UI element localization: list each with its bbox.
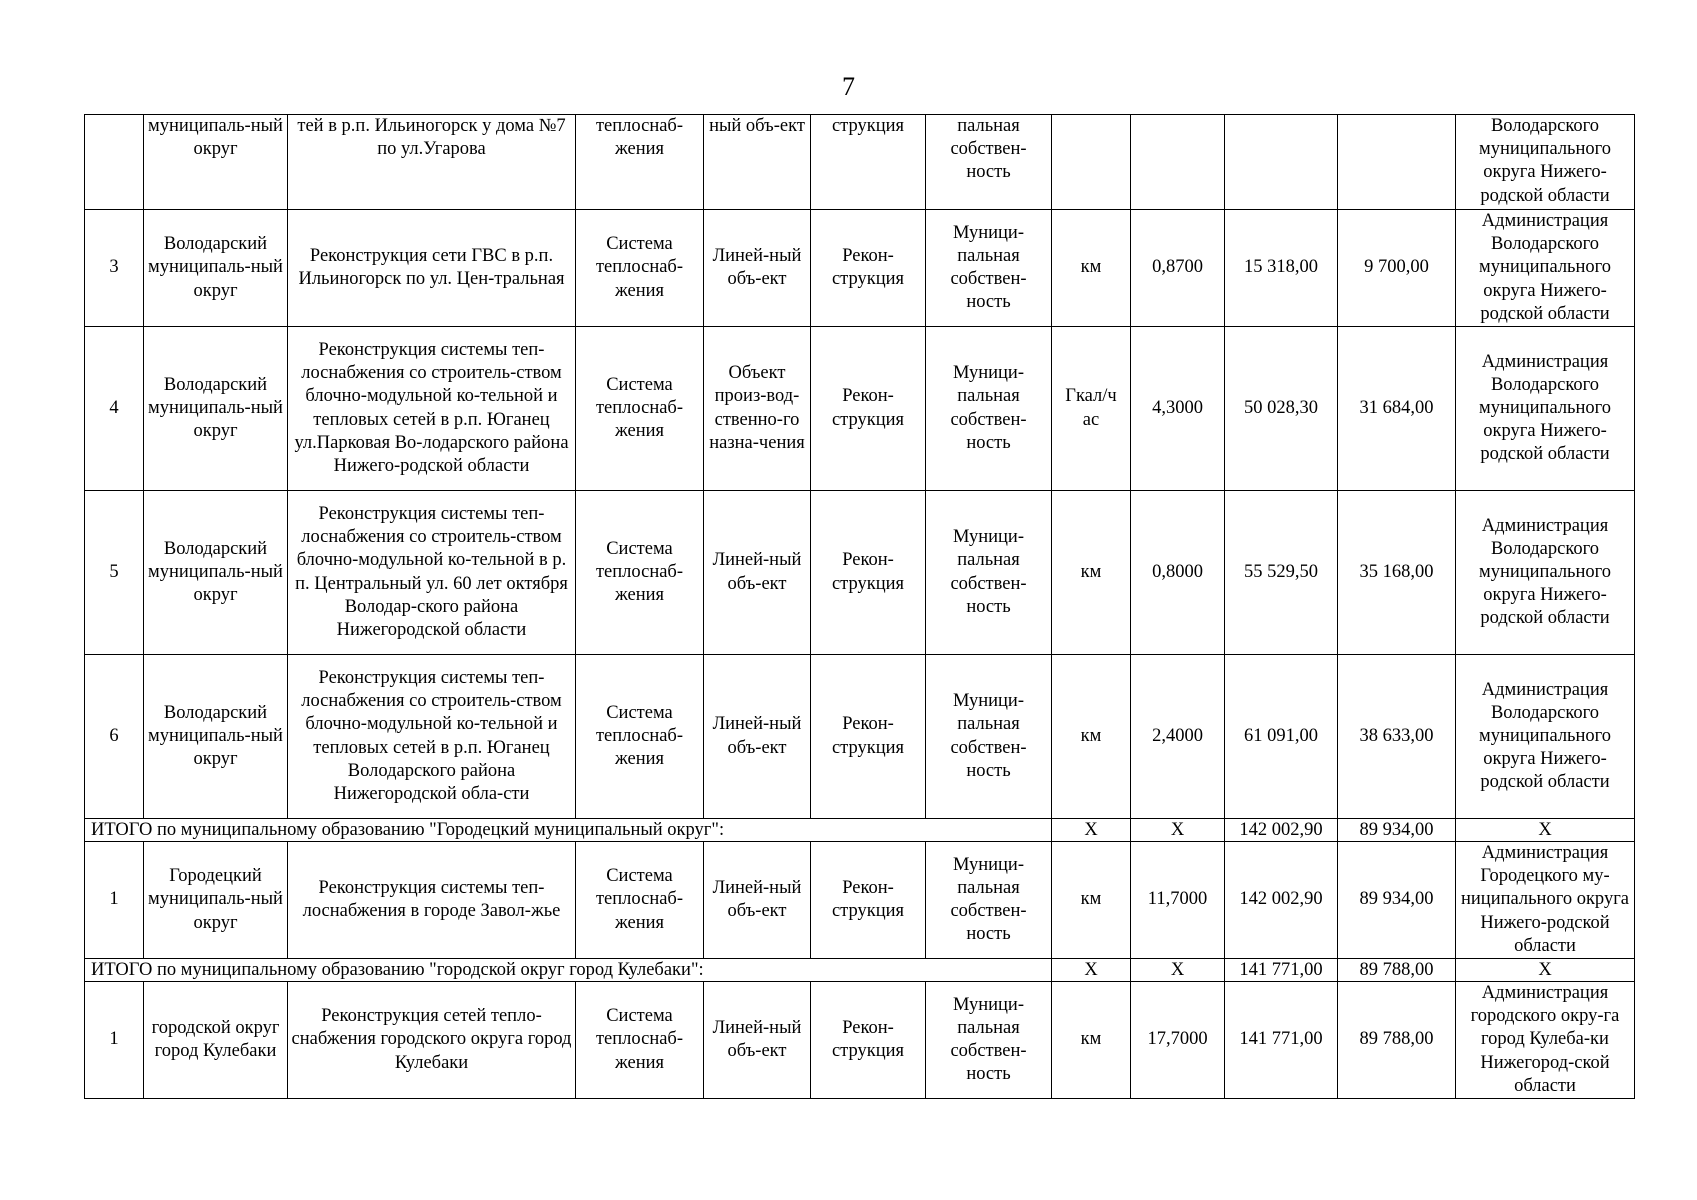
table-row (85, 327, 1635, 491)
work-type-cell: Рекон-струкция (811, 842, 926, 959)
work-type-cell: Рекон-струкция (811, 491, 926, 655)
customer-cell: X (1456, 819, 1635, 842)
total-label: ИТОГО по муниципальному образованию "городской округ город Кулебаки": (85, 959, 1052, 982)
capacity-cell: X (1131, 959, 1225, 982)
object-name-cell: Реконструкция сетей тепло-снабжения городского округа город Кулебаки (288, 982, 576, 1099)
customer-cell: Администрация Володарского муниципального округа Нижего-родской области (1456, 327, 1635, 491)
row-number-cell: 5 (85, 491, 144, 655)
total-row (85, 819, 1635, 842)
table-row (85, 491, 1635, 655)
cost-subsidy-cell: 38 633,00 (1338, 655, 1456, 819)
cost-subsidy-cell: 89 934,00 (1338, 842, 1456, 959)
row-number-cell: 1 (85, 982, 144, 1099)
system-cell: Система теплоснаб-жения (576, 842, 704, 959)
table-row (85, 982, 1635, 1099)
cost-total-cell: 142 002,90 (1225, 842, 1338, 959)
customer-cell: X (1456, 959, 1635, 982)
row-number-cell: 1 (85, 842, 144, 959)
cost-subsidy-cell: 31 684,00 (1338, 327, 1456, 491)
table-row (85, 210, 1635, 327)
object-type-cell: Линей-ный объ-ект (704, 210, 811, 327)
cost-total-cell: 15 318,00 (1225, 210, 1338, 327)
municipality-cell: муниципаль-ный округ (144, 115, 288, 210)
total-label: ИТОГО по муниципальному образованию "Городецкий муниципальный округ": (85, 819, 1052, 842)
object-type-cell: Линей-ный объ-ект (704, 655, 811, 819)
unit-cell: км (1052, 491, 1131, 655)
municipality-cell: Городецкий муниципаль-ный округ (144, 842, 288, 959)
capacity-cell: 11,7000 (1131, 842, 1225, 959)
unit-cell: км (1052, 210, 1131, 327)
ownership-cell: Муници-пальная собствен-ность (926, 491, 1052, 655)
cost-subsidy-cell: 89 934,00 (1338, 819, 1456, 842)
object-name-cell: Реконструкция системы теп-лоснабжения со строитель-ством блочно-модульной ко-тельной в р. п. Центральный ул. 60 лет октября Володар-ского района Нижегородской области (288, 491, 576, 655)
row-number-cell: 3 (85, 210, 144, 327)
capacity-cell: 2,4000 (1131, 655, 1225, 819)
object-name-cell: тей в р.п. Ильиногорск у дома №7 по ул.Угарова (288, 115, 576, 210)
customer-cell: Администрация Володарского муниципального округа Нижего-родской области (1456, 491, 1635, 655)
cost-total-cell: 142 002,90 (1225, 819, 1338, 842)
cost-total-cell: 61 091,00 (1225, 655, 1338, 819)
ownership-cell: Муници-пальная собствен-ность (926, 210, 1052, 327)
capacity-cell: 4,3000 (1131, 327, 1225, 491)
unit-cell: X (1052, 959, 1131, 982)
cost-total-cell: 141 771,00 (1225, 982, 1338, 1099)
system-cell: Система теплоснаб-жения (576, 491, 704, 655)
ownership-cell: Муници-пальная собствен-ность (926, 842, 1052, 959)
ownership-cell: Муници-пальная собствен-ность (926, 327, 1052, 491)
municipality-cell: городской округ город Кулебаки (144, 982, 288, 1099)
ownership-cell: Муници-пальная собствен-ность (926, 982, 1052, 1099)
unit-cell: км (1052, 842, 1131, 959)
object-type-cell: Линей-ный объ-ект (704, 982, 811, 1099)
cost-total-cell: 55 529,50 (1225, 491, 1338, 655)
cost-total-cell: 50 028,30 (1225, 327, 1338, 491)
customer-cell: Администрация Володарского муниципального округа Нижего-родской области (1456, 655, 1635, 819)
work-type-cell: Рекон-струкция (811, 982, 926, 1099)
system-cell: Система теплоснаб-жения (576, 210, 704, 327)
object-name-cell: Реконструкция системы теп-лоснабжения со строитель-ством блочно-модульной ко-тельной и тепловых сетей в р.п. Юганец ул.Парковая Во-лодарского района Нижего-родской области (288, 327, 576, 491)
work-type-cell: Рекон-струкция (811, 210, 926, 327)
row-number-cell: 4 (85, 327, 144, 491)
object-type-cell: Линей-ный объ-ект (704, 491, 811, 655)
row-number-cell (85, 115, 144, 210)
object-type-cell: Объект произ-вод-ственно-го назна-чения (704, 327, 811, 491)
table-row (85, 115, 1635, 210)
objects-table (84, 114, 1635, 1099)
system-cell: Система теплоснаб-жения (576, 982, 704, 1099)
object-type-cell: Линей-ный объ-ект (704, 842, 811, 959)
cost-total-cell (1225, 115, 1338, 210)
ownership-cell: пальная собствен-ность (926, 115, 1052, 210)
unit-cell: X (1052, 819, 1131, 842)
row-number-cell: 6 (85, 655, 144, 819)
object-name-cell: Реконструкция системы теп-лоснабжения со строитель-ством блочно-модульной ко-тельной и тепловых сетей в р.п. Юганец Володарского района Нижегородской обла-сти (288, 655, 576, 819)
cost-subsidy-cell (1338, 115, 1456, 210)
system-cell: Система теплоснаб-жения (576, 655, 704, 819)
municipality-cell: Володарский муниципаль-ный округ (144, 491, 288, 655)
cost-subsidy-cell: 89 788,00 (1338, 982, 1456, 1099)
cost-subsidy-cell: 89 788,00 (1338, 959, 1456, 982)
capacity-cell: X (1131, 819, 1225, 842)
ownership-cell: Муници-пальная собствен-ность (926, 655, 1052, 819)
municipality-cell: Володарский муниципаль-ный округ (144, 655, 288, 819)
unit-cell: км (1052, 982, 1131, 1099)
cost-subsidy-cell: 9 700,00 (1338, 210, 1456, 327)
unit-cell (1052, 115, 1131, 210)
page-number: 7 (842, 72, 855, 101)
capacity-cell (1131, 115, 1225, 210)
cost-total-cell: 141 771,00 (1225, 959, 1338, 982)
customer-cell: Администрация городского окру-га город Кулеба-ки Нижегород-ской области (1456, 982, 1635, 1099)
object-name-cell: Реконструкция системы теп-лоснабжения в городе Завол-жье (288, 842, 576, 959)
work-type-cell: струкция (811, 115, 926, 210)
system-cell: теплоснаб-жения (576, 115, 704, 210)
municipality-cell: Володарский муниципаль-ный округ (144, 210, 288, 327)
customer-cell: Администрация Володарского муниципального округа Нижего-родской области (1456, 210, 1635, 327)
object-type-cell: ный объ-ект (704, 115, 811, 210)
capacity-cell: 0,8000 (1131, 491, 1225, 655)
unit-cell: км (1052, 655, 1131, 819)
work-type-cell: Рекон-струкция (811, 327, 926, 491)
cost-subsidy-cell: 35 168,00 (1338, 491, 1456, 655)
capacity-cell: 0,8700 (1131, 210, 1225, 327)
work-type-cell: Рекон-струкция (811, 655, 926, 819)
capacity-cell: 17,7000 (1131, 982, 1225, 1099)
customer-cell: Володарского муниципального округа Нижего-родской области (1456, 115, 1635, 210)
total-row (85, 959, 1635, 982)
municipality-cell: Володарский муниципаль-ный округ (144, 327, 288, 491)
system-cell: Система теплоснаб-жения (576, 327, 704, 491)
object-name-cell: Реконструкция сети ГВС в р.п. Ильиногорск по ул. Цен-тральная (288, 210, 576, 327)
table-row (85, 655, 1635, 819)
table-row (85, 842, 1635, 959)
unit-cell: Гкал/ч ас (1052, 327, 1131, 491)
customer-cell: Администрация Городецкого му-ниципального округа Нижего-родской области (1456, 842, 1635, 959)
